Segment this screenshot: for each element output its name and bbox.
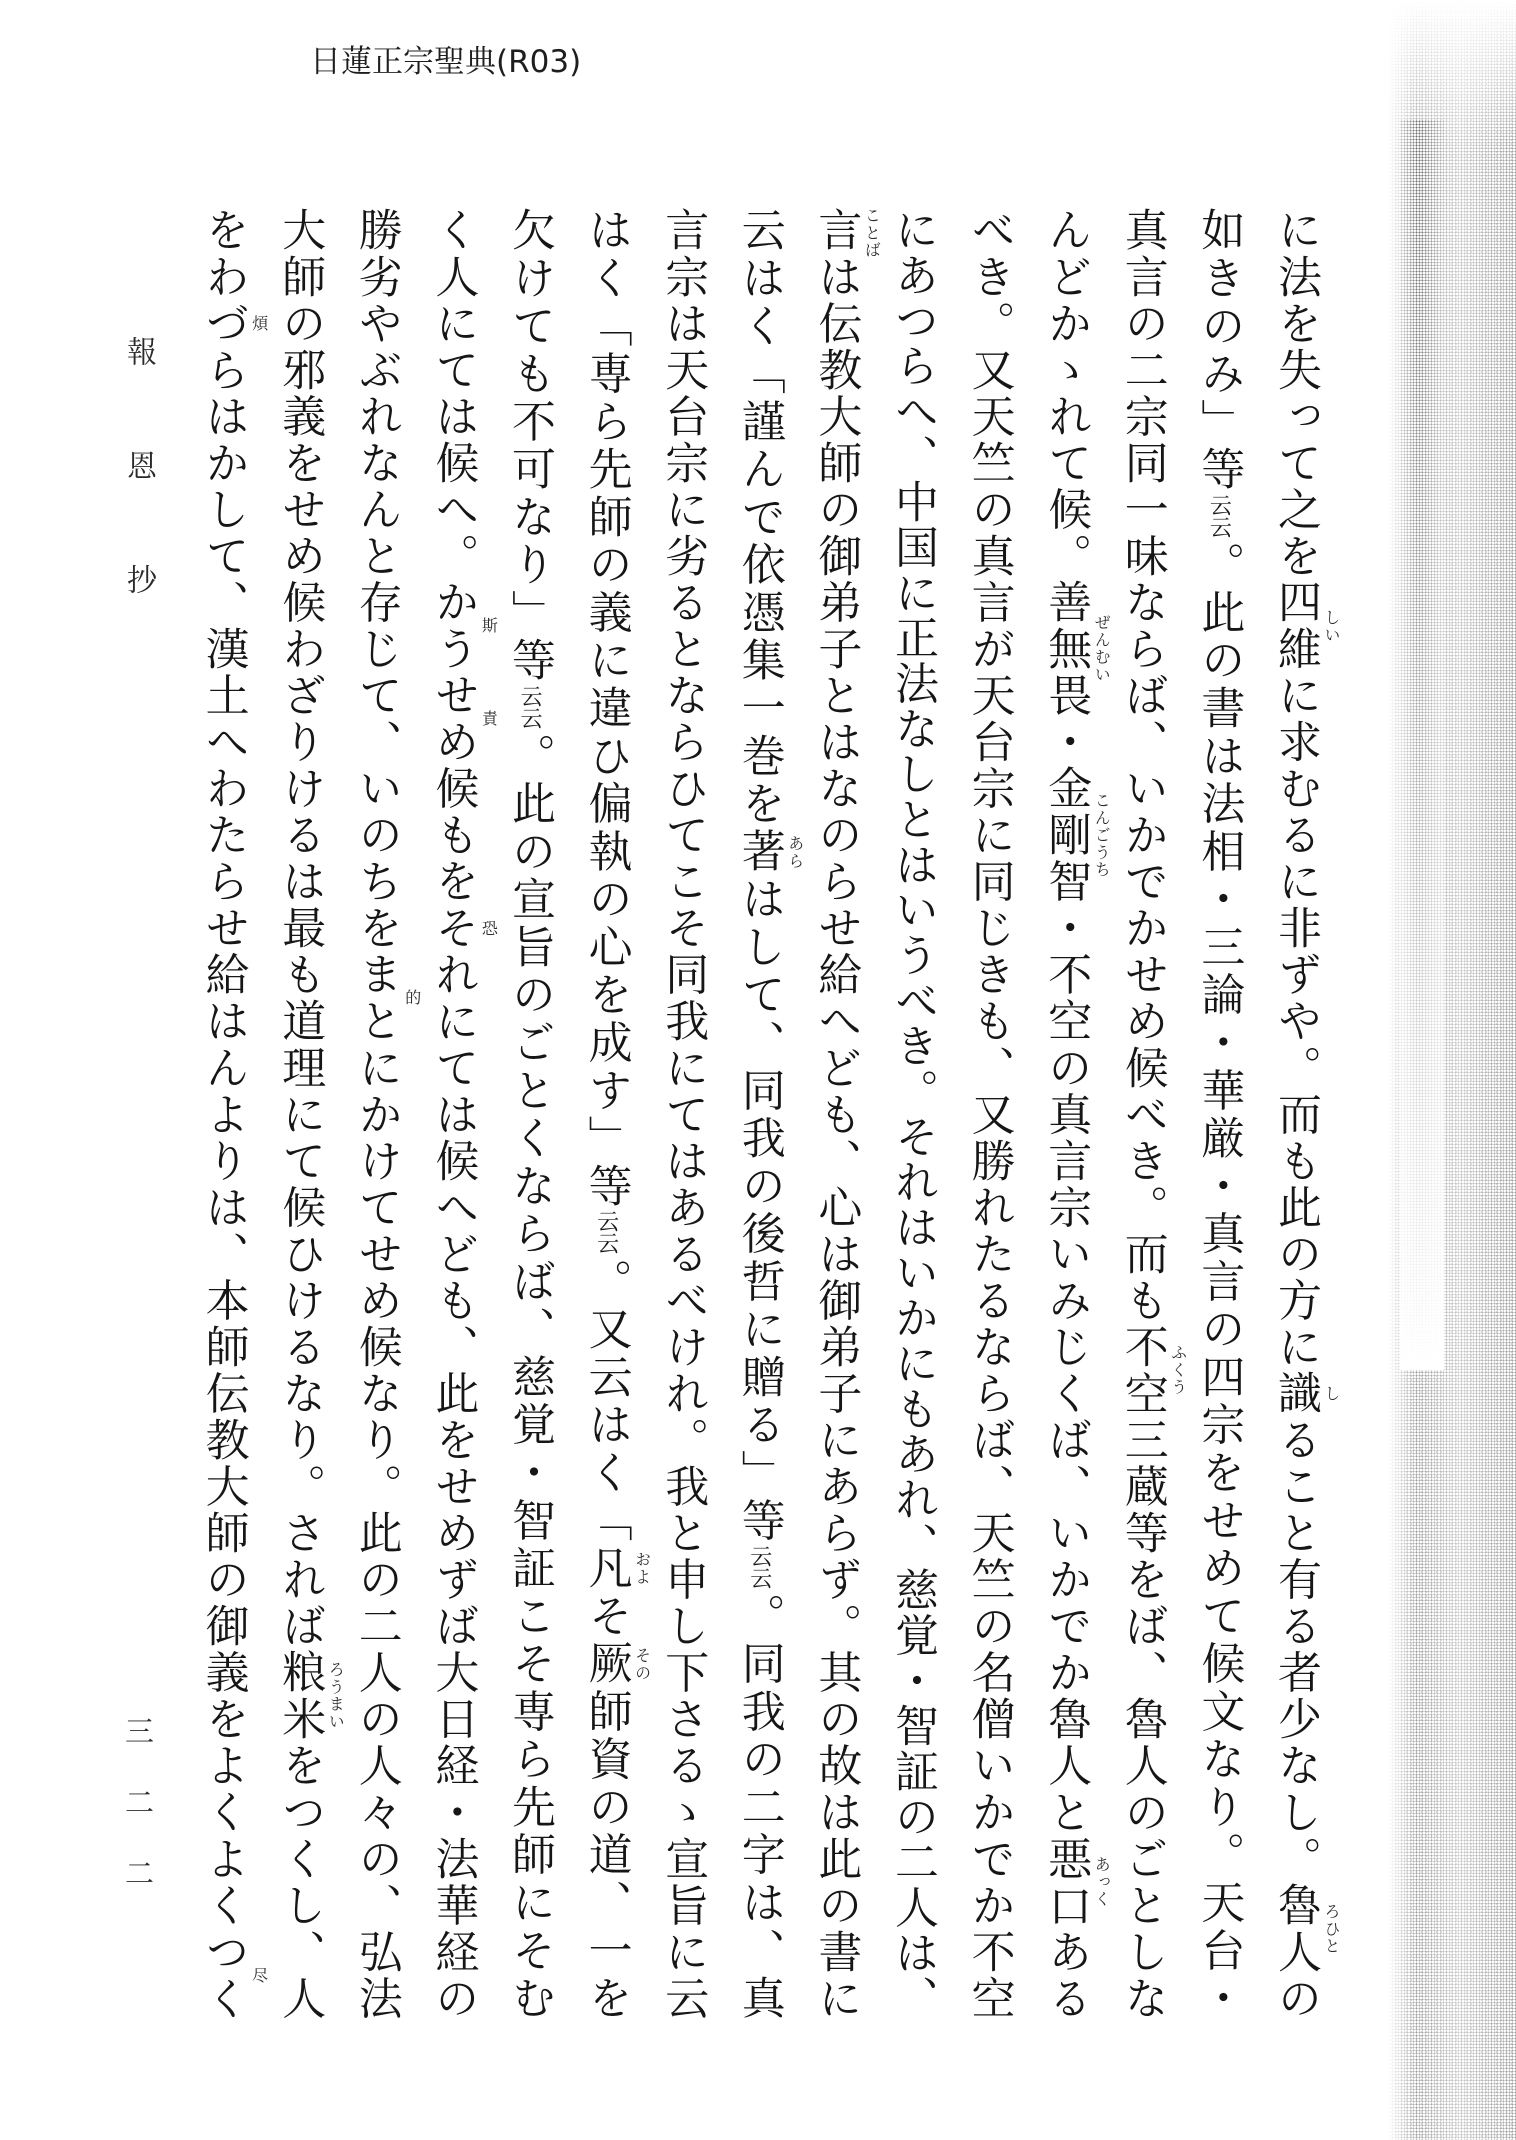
text-run: 候も <box>427 765 479 859</box>
ruby-base: 著 <box>733 828 785 876</box>
ruby-base: 厥 <box>580 1640 632 1689</box>
text-line <box>810 207 882 2022</box>
text-run: ること有る者少なし。 <box>1270 1416 1321 1883</box>
ruby-base: わづら <box>197 253 249 394</box>
ruby-text: 恐 <box>479 919 499 937</box>
ruby-text: ふくう <box>1168 1344 1188 1397</box>
ruby-group <box>580 1640 652 1689</box>
ruby-text: 斯 <box>479 617 499 635</box>
ruby-group <box>733 828 805 876</box>
ruby-base: かう <box>427 579 479 673</box>
text-column <box>874 207 950 2019</box>
text-column <box>1027 207 1112 2022</box>
text-line <box>1270 207 1341 2022</box>
text-run: にては候へども、此をせめずば大日経・法華経の <box>427 998 479 2022</box>
text-run: 勝劣やぶれなんと存じて、いのちを <box>350 207 402 952</box>
ruby-text: 的 <box>402 989 422 1007</box>
text-line <box>504 207 555 2023</box>
ruby-group <box>1040 579 1112 719</box>
ruby-group <box>1270 579 1341 673</box>
text-line <box>1116 207 1188 2022</box>
text-run: 。又云はく「 <box>580 1258 632 1545</box>
ruby-text: その <box>632 1647 652 1682</box>
ruby-text: あら <box>785 834 805 870</box>
text-run: 。同我の二字は、真 <box>733 1592 785 2023</box>
ruby-base: 粮米 <box>274 1649 326 1743</box>
text-run: 言宗は天台宗に劣るとならひてこそ同我にてはあるべけれ。我と申し下さるゝ宣旨に云 <box>657 207 709 2022</box>
ruby-text: こんごうち <box>1092 791 1112 879</box>
ruby-text: ろひと <box>1322 1902 1341 1955</box>
ruby-group <box>1040 765 1112 905</box>
text-run: はく「専ら先師の義に違ひ偏執の心を成す」等 <box>580 207 632 1211</box>
text-line <box>1193 207 1244 2023</box>
text-run: 欠けても不可なり」等 <box>504 207 555 685</box>
text-line <box>1040 207 1112 2022</box>
text-run: そ <box>580 1592 632 1641</box>
text-line <box>580 207 652 2023</box>
ruby-base: をそれ <box>427 858 479 999</box>
text-run: にあつらへ、中国に正法なしとはいうべき。それはいかにもあれ、慈覚・智証の二人は、 <box>887 207 938 2021</box>
ruby-base: せめ <box>427 672 479 766</box>
text-column <box>951 207 1027 2022</box>
text-run: 師資の道、一を <box>580 1688 632 2023</box>
running-header: 日蓮正宗聖典(R03) <box>310 44 582 80</box>
small-repeat-mark: 云云 <box>593 1210 619 1255</box>
text-line <box>274 207 346 2022</box>
text-run: く人にては候へ。 <box>427 207 479 580</box>
text-column <box>1104 207 1188 2022</box>
ruby-group <box>427 672 499 766</box>
text-column <box>568 207 652 2023</box>
text-run: 大師の邪義をせめ候わざりけるは最も道理にて候ひけるなり。されば <box>274 207 326 1650</box>
ruby-group <box>580 1544 652 1593</box>
ruby-text: およ <box>632 1551 652 1587</box>
text-run: 三蔵等をば、魯人のごとしな <box>1116 1416 1168 2022</box>
ruby-text: 責 <box>479 710 499 728</box>
ruby-text: ぜんむい <box>1092 614 1112 684</box>
side-title: 報恩抄 <box>121 336 156 678</box>
text-line <box>657 207 708 2022</box>
ruby-group <box>1270 1370 1341 1417</box>
text-column <box>261 207 346 2022</box>
text-run: べき。又天竺の真言が天台宗に同じきも、又勝れたるならば、天竺の名僧いかでか不空 <box>963 207 1015 2022</box>
text-run: に法を失って之を <box>1270 207 1321 580</box>
ruby-base: 善無畏 <box>1040 579 1092 719</box>
ruby-text: 尽 <box>249 1966 269 1984</box>
text-column <box>797 207 882 2022</box>
ruby-base: 魯人 <box>1270 1882 1321 1976</box>
ruby-base: まと <box>350 951 402 1045</box>
text-column <box>491 207 567 2023</box>
ruby-base: 不空 <box>1116 1323 1168 1417</box>
text-column <box>1257 207 1341 2022</box>
text-line <box>427 207 499 2022</box>
text-line <box>733 207 805 2023</box>
ruby-group <box>1116 1323 1188 1417</box>
ruby-base: つく <box>197 1928 249 2022</box>
text-run: ある <box>1040 1928 1092 2022</box>
text-line <box>887 207 938 2020</box>
ruby-group <box>274 1649 346 1743</box>
ruby-text: し <box>1322 1384 1341 1403</box>
ruby-text: 煩 <box>249 314 269 332</box>
ruby-group <box>1270 1882 1341 1976</box>
text-run: にかけてせめ候なり。此の二人の人々の、弘法 <box>350 1044 402 2022</box>
ruby-group <box>427 579 499 673</box>
ruby-text: ことば <box>862 207 882 259</box>
text-run: に求むるに非ずや。而も此の方に <box>1270 672 1321 1371</box>
text-run: は伝教大師の御弟子とはなのらせ給へども、心は御弟子にあらず。其の故は此の書に <box>810 253 862 2022</box>
ruby-base: 四維 <box>1270 579 1321 673</box>
ruby-group <box>350 951 422 1045</box>
ruby-base: 識 <box>1270 1370 1321 1417</box>
text-column <box>644 207 720 2022</box>
text-column <box>1180 207 1256 2023</box>
text-run: 如きのみ」等 <box>1193 207 1245 494</box>
text-column <box>338 207 422 2022</box>
text-line <box>350 207 422 2022</box>
text-line <box>197 207 269 2022</box>
ruby-group <box>197 1928 269 2022</box>
ruby-group <box>427 858 499 999</box>
text-line <box>964 207 1015 2022</box>
ruby-base: 凡 <box>580 1544 632 1593</box>
ruby-group <box>1040 1835 1112 1929</box>
text-run: んどかゝれて候。 <box>1040 207 1092 580</box>
ruby-base: 言 <box>810 207 862 254</box>
text-column <box>414 207 499 2022</box>
ruby-group <box>197 253 269 394</box>
text-run: の <box>1270 1975 1321 2022</box>
small-repeat-mark: 云云 <box>746 1544 772 1589</box>
text-run: をつくし、人 <box>274 1742 326 2022</box>
text-run: ・ <box>1040 718 1092 766</box>
text-run: 真言の二宗同一味ならば、いかでかせめ候べき。而も <box>1116 207 1168 1324</box>
ruby-group <box>810 207 882 259</box>
small-repeat-mark: 云云 <box>517 684 542 729</box>
ruby-base: 金剛智 <box>1040 765 1092 905</box>
small-repeat-mark: 云云 <box>1206 493 1232 538</box>
text-run: 。此の書は法相・三論・華厳・真言の四宗をせめて候文なり。天台・ <box>1193 541 1245 2023</box>
ruby-base: 悪口 <box>1040 1835 1092 1929</box>
text-run: ・不空の真言宗いみじくば、いかでか魯人と <box>1040 904 1092 1836</box>
text-column <box>721 207 805 2023</box>
text-column <box>185 207 269 2022</box>
text-run: を <box>197 207 249 254</box>
ruby-text: ろうまい <box>326 1661 346 1731</box>
ruby-text: しい <box>1322 608 1341 644</box>
text-run: 云はく「謹んで依憑集一巻を <box>733 207 785 829</box>
text-run: はかして、漢土へわたらせ給はんよりは、本師伝教大師の御義をよくよく <box>197 393 249 1929</box>
ruby-text: あっく <box>1092 1856 1112 1909</box>
text-run: 。此の宣旨のごとくならば、慈覚・智証こそ専ら先師にそむ <box>504 732 555 2023</box>
text-run: はして、同我の後哲に贈る」等 <box>733 875 785 1545</box>
page-number: 三二二 <box>121 1716 155 1929</box>
